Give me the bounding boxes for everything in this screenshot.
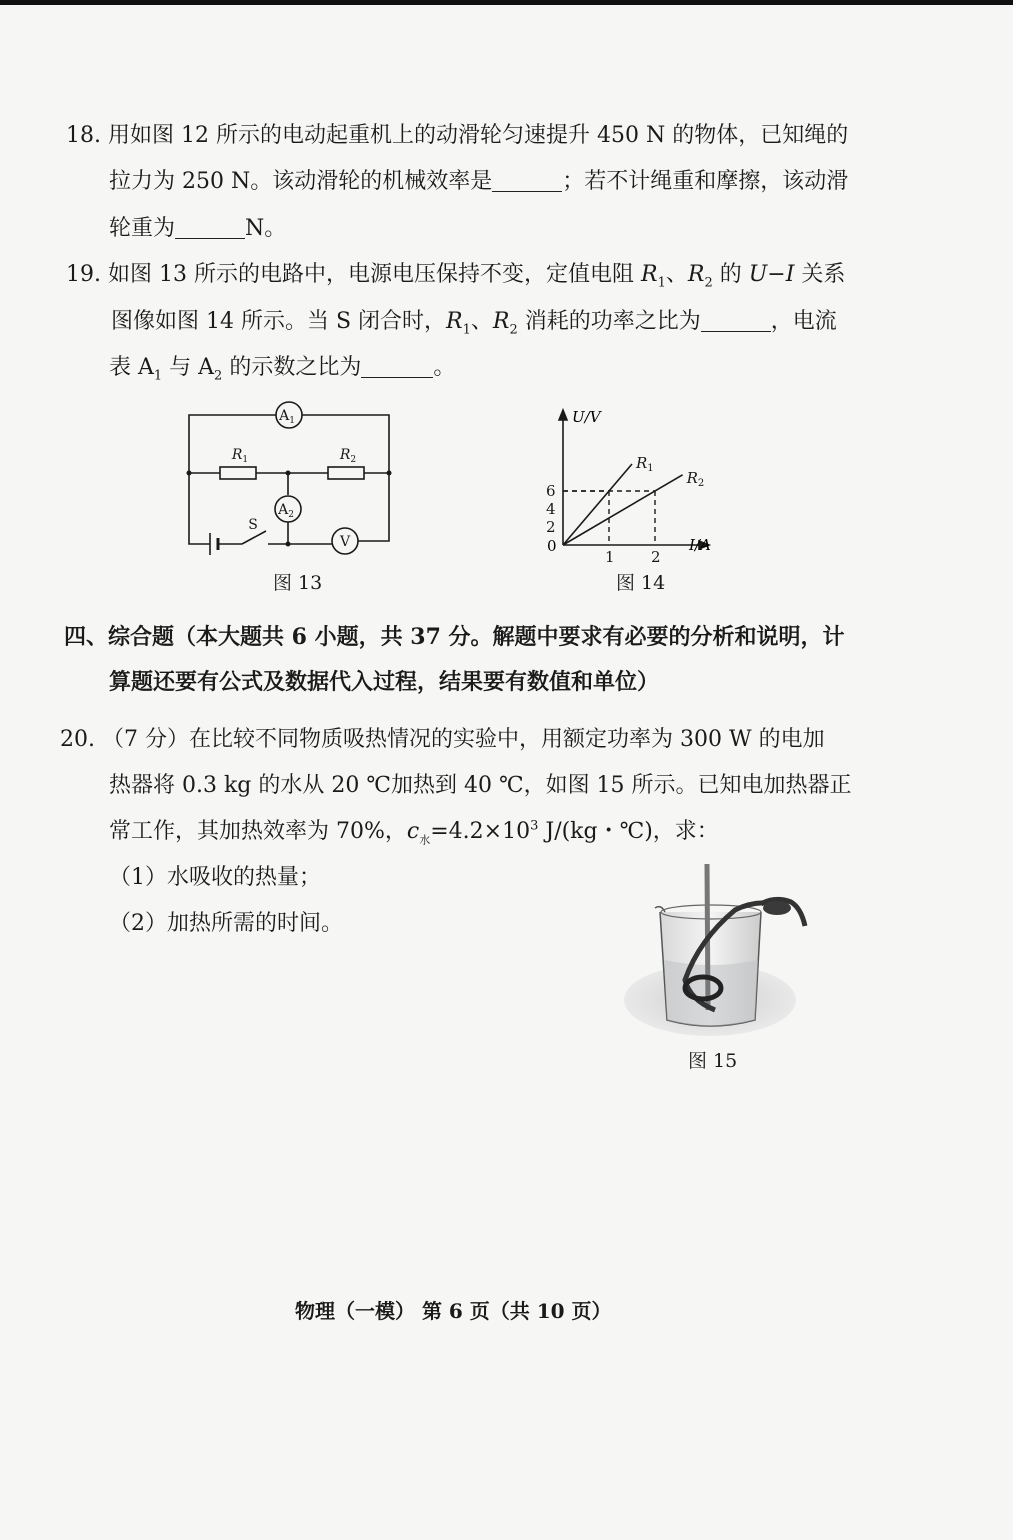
q19-a1-sub: 1 — [153, 368, 163, 384]
q20-sub-2: （2）加热所需的时间。 — [109, 911, 343, 936]
origin-label: 0 — [547, 537, 557, 555]
figure-14-caption: 图 14 — [616, 572, 666, 594]
q19-ui: U−I — [748, 262, 795, 287]
q20-text-3b: =4.2×10 — [430, 819, 531, 844]
a2-label: $A_2$ — [278, 502, 294, 520]
section-4-line-1: 四、综合题（本大题共 6 小题，共 37 分。解题中要求有必要的分析和说明，计 — [64, 624, 845, 650]
q19-text-2c: ，电流 — [770, 309, 837, 334]
x-axis-label: I/A — [689, 536, 711, 554]
section-4-line-2: 算题还要有公式及数据代入过程，结果要有数值和单位） — [109, 669, 660, 695]
q19-text-3b: 与 A — [162, 355, 215, 380]
q20-number: 20. — [60, 727, 95, 752]
q19-r2: R — [687, 262, 705, 287]
wire-bottom-left — [189, 473, 210, 544]
q19-text-1a: 如图 13 所示的电路中，电源电压保持不变，定值电阻 — [108, 262, 641, 287]
q18-efficiency-blank — [492, 169, 562, 192]
y-axis-arrow — [559, 410, 567, 420]
y-tick-label: 6 — [546, 482, 556, 500]
q19-number: 19. — [66, 262, 101, 287]
q19-r2b-sub: 2 — [509, 322, 518, 338]
x-tick-label: 2 — [651, 548, 661, 562]
series-label-r2: $R_2$ — [686, 468, 705, 489]
figure-15-caption: 图 15 — [688, 1050, 738, 1072]
figure-13-circuit — [180, 395, 400, 560]
q20-text-1: （7 分）在比较不同物质吸热情况的实验中，用额定功率为 300 W 的电加 — [102, 727, 825, 752]
q18-text-3a: 轮重为 — [109, 216, 176, 241]
q20-line-2: 热器将 0.3 kg 的水从 20 ℃加热到 40 ℃，如图 15 所示。已知电加热器正 — [109, 773, 852, 798]
junction-left — [187, 471, 192, 476]
q19-line-1 — [66, 257, 845, 290]
r1-label: $R_1$ — [231, 447, 249, 465]
q20-text-3c: J/(kg・℃)，求： — [538, 819, 719, 844]
junction-right — [387, 471, 392, 476]
water — [664, 960, 758, 1026]
series-line-r1 — [563, 464, 632, 545]
q20-line-3 — [109, 814, 719, 847]
resistor-r1 — [220, 467, 256, 479]
q18-text-3b: N。 — [245, 216, 287, 241]
q19-r1b: R — [446, 309, 463, 334]
q20-text-3a: 常工作，其加热效率为 70%， — [109, 819, 407, 844]
q19-r2b: R — [492, 309, 510, 334]
s-label: S — [248, 517, 258, 533]
q19-r1b-sub: 1 — [462, 322, 471, 338]
figure-13-caption: 图 13 — [273, 572, 323, 594]
wire-top-right — [302, 415, 389, 473]
q18-line-1 — [66, 118, 848, 149]
y-axis-label: U/V — [572, 408, 601, 426]
q19-text-1c: 关系 — [794, 262, 846, 287]
wire-bottom-right — [358, 473, 389, 541]
figure-14-graph — [535, 402, 725, 562]
series-line-r2 — [563, 475, 683, 545]
v-label: V — [339, 534, 351, 550]
x-tick-label: 1 — [605, 548, 615, 562]
top-edge — [0, 0, 1013, 5]
q20-exponent: 3 — [530, 818, 539, 834]
a1-label: $A_1$ — [279, 408, 295, 426]
resistor-r2 — [328, 467, 364, 479]
q20-c: c — [406, 819, 420, 844]
q19-r2-sub: 2 — [704, 275, 713, 291]
q19-power-ratio-blank — [701, 309, 771, 332]
q18-text-2b: ；若不计绳重和摩擦，该动滑 — [562, 169, 849, 194]
y-tick-label: 2 — [546, 518, 556, 536]
page-footer: 物理（一模） 第 6 页（共 10 页） — [295, 1299, 612, 1323]
q19-text-3c: 的示数之比为 — [222, 355, 362, 380]
q18-number: 18. — [66, 123, 101, 148]
q18-text-1: 用如图 12 所示的电动起重机上的动滑轮匀速提升 450 N 的物体，已知绳的 — [108, 123, 849, 148]
q20-line-1 — [60, 722, 825, 753]
q18-line-3 — [109, 211, 286, 242]
figure-15-beaker-illustration — [615, 860, 815, 1040]
q18-weight-blank — [175, 216, 245, 239]
q19-text-3d: 。 — [433, 355, 456, 380]
q20-c-sub: 水 — [419, 833, 431, 847]
q19-r1-sub: 1 — [657, 275, 666, 291]
junction-mid — [286, 471, 291, 476]
q19-text-2a: 图像如图 14 所示。当 S 闭合时， — [111, 309, 447, 334]
q19-ammeter-ratio-blank — [361, 355, 433, 378]
heater-handle — [763, 901, 791, 915]
q19-line-2 — [111, 304, 837, 337]
q19-sep: 、 — [665, 262, 688, 287]
series-label-r1: $R_1$ — [636, 454, 654, 474]
q19-r1: R — [640, 262, 658, 287]
q19-text-3a: 表 A — [109, 355, 154, 380]
q19-text-1b: 的 — [712, 262, 749, 287]
wire-top-left — [189, 415, 276, 473]
q18-text-2a: 拉力为 250 N。该动滑轮的机械效率是 — [109, 169, 493, 194]
q19-a2-sub: 2 — [214, 368, 223, 384]
q20-sub-1: （1）水吸收的热量； — [109, 865, 321, 890]
q18-line-2 — [109, 164, 848, 195]
q19-text-2b: 消耗的功率之比为 — [517, 309, 701, 334]
q19-line-3 — [109, 350, 455, 383]
y-tick-label: 4 — [546, 500, 556, 518]
q19-sep-b: 、 — [470, 309, 493, 334]
r2-label: $R_2$ — [339, 447, 357, 465]
junction-bottom — [286, 542, 291, 547]
